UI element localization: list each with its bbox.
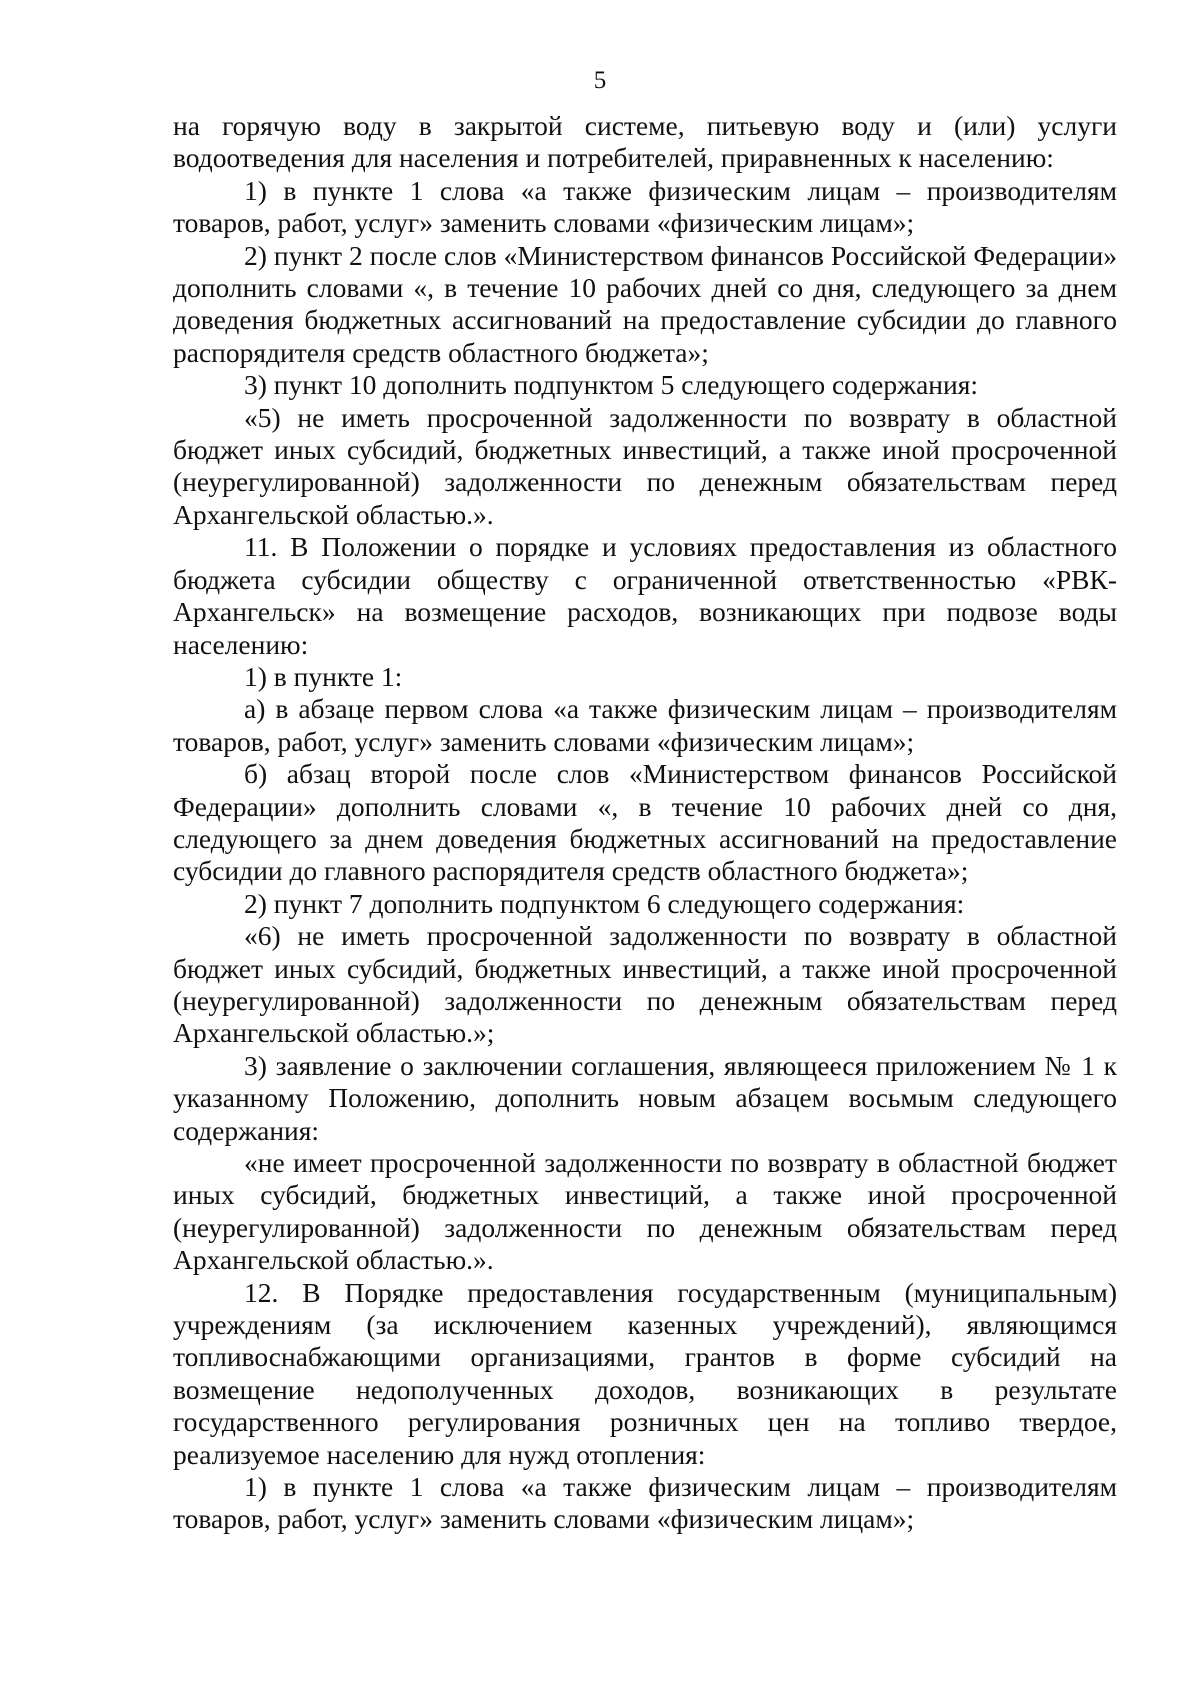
paragraph: 12. В Порядке предоставления государственным (муниципальным) учреждениям (за исключением казенных учреждений), являющимся топливоснабжающими организациями, грантов в форме субсидий на возмещение недополученных доходов, возникающих в результате государственного регулирования розничных цен на топливо твердое, реализуемое населению для нужд отопления: xyxy=(173,1276,1117,1470)
paragraph: 2) пункт 7 дополнить подпунктом 6 следующего содержания: xyxy=(244,887,965,919)
paragraph: 3) пункт 10 дополнить подпунктом 5 следующего содержания: xyxy=(244,369,979,401)
paragraph: б) абзац второй после слов «Министерством финансов Российской Федерации» дополнить словами «, в течение 10 рабочих дней со дня, следующего за днем доведения бюджетных ассигнований на предоставление субсидии до главного распорядителя средств областного бюджета»; xyxy=(173,758,1117,887)
paragraph: «5) не иметь просроченной задолженности по возврату в областной бюджет иных субсидий, бюджетных инвестиций, а также иной просроченной (неурегулированной) задолженности по денежным обязательствам перед Архангельской областью.». xyxy=(173,401,1117,530)
paragraph: а) в абзаце первом слова «а также физическим лицам – производителям товаров, работ, услуг» заменить словами «физическим лицам»; xyxy=(173,693,1117,757)
paragraph: 1) в пункте 1: xyxy=(244,660,403,692)
document-body xyxy=(173,110,1117,1536)
paragraph: «6) не иметь просроченной задолженности по возврату в областной бюджет иных субсидий, бюджетных инвестиций, а также иной просроченной (неурегулированной) задолженности по денежным обязательствам перед Архангельской областью.»; xyxy=(173,920,1117,1049)
paragraph: 2) пункт 2 после слов «Министерством финансов Российской Федерации» дополнить словами «, в течение 10 рабочих дней со дня, следующего за днем доведения бюджетных ассигнований на предоставление субсидии до главного распорядителя средств областного бюджета»; xyxy=(173,239,1117,368)
paragraph: 11. В Положении о порядке и условиях предоставления из областного бюджета субсидии обществу с ограниченной ответственностью «РВК-Архангельск» на возмещение расходов, возникающих при подвозе воды населению: xyxy=(173,531,1117,660)
paragraph: «не имеет просроченной задолженности по возврату в областной бюджет иных субсидий, бюджетных инвестиций, а также иной просроченной (неурегулированной) задолженности по денежным обязательствам перед Архангельской областью.». xyxy=(173,1147,1117,1276)
paragraph: 1) в пункте 1 слова «а также физическим лицам – производителям товаров, работ, услуг» заменить словами «физическим лицам»; xyxy=(173,1471,1117,1535)
page-number: 5 xyxy=(593,67,607,94)
paragraph: 3) заявление о заключении соглашения, являющееся приложением № 1 к указанному Положению, дополнить новым абзацем восьмым следующего содержания: xyxy=(173,1049,1117,1146)
paragraph: 1) в пункте 1 слова «а также физическим лицам – производителям товаров, работ, услуг» заменить словами «физическим лицам»; xyxy=(173,174,1117,239)
paragraph: на горячую воду в закрытой системе, питьевую воду и (или) услуги водоотведения для населения и потребителей, приравненных к населению: xyxy=(173,110,1117,174)
